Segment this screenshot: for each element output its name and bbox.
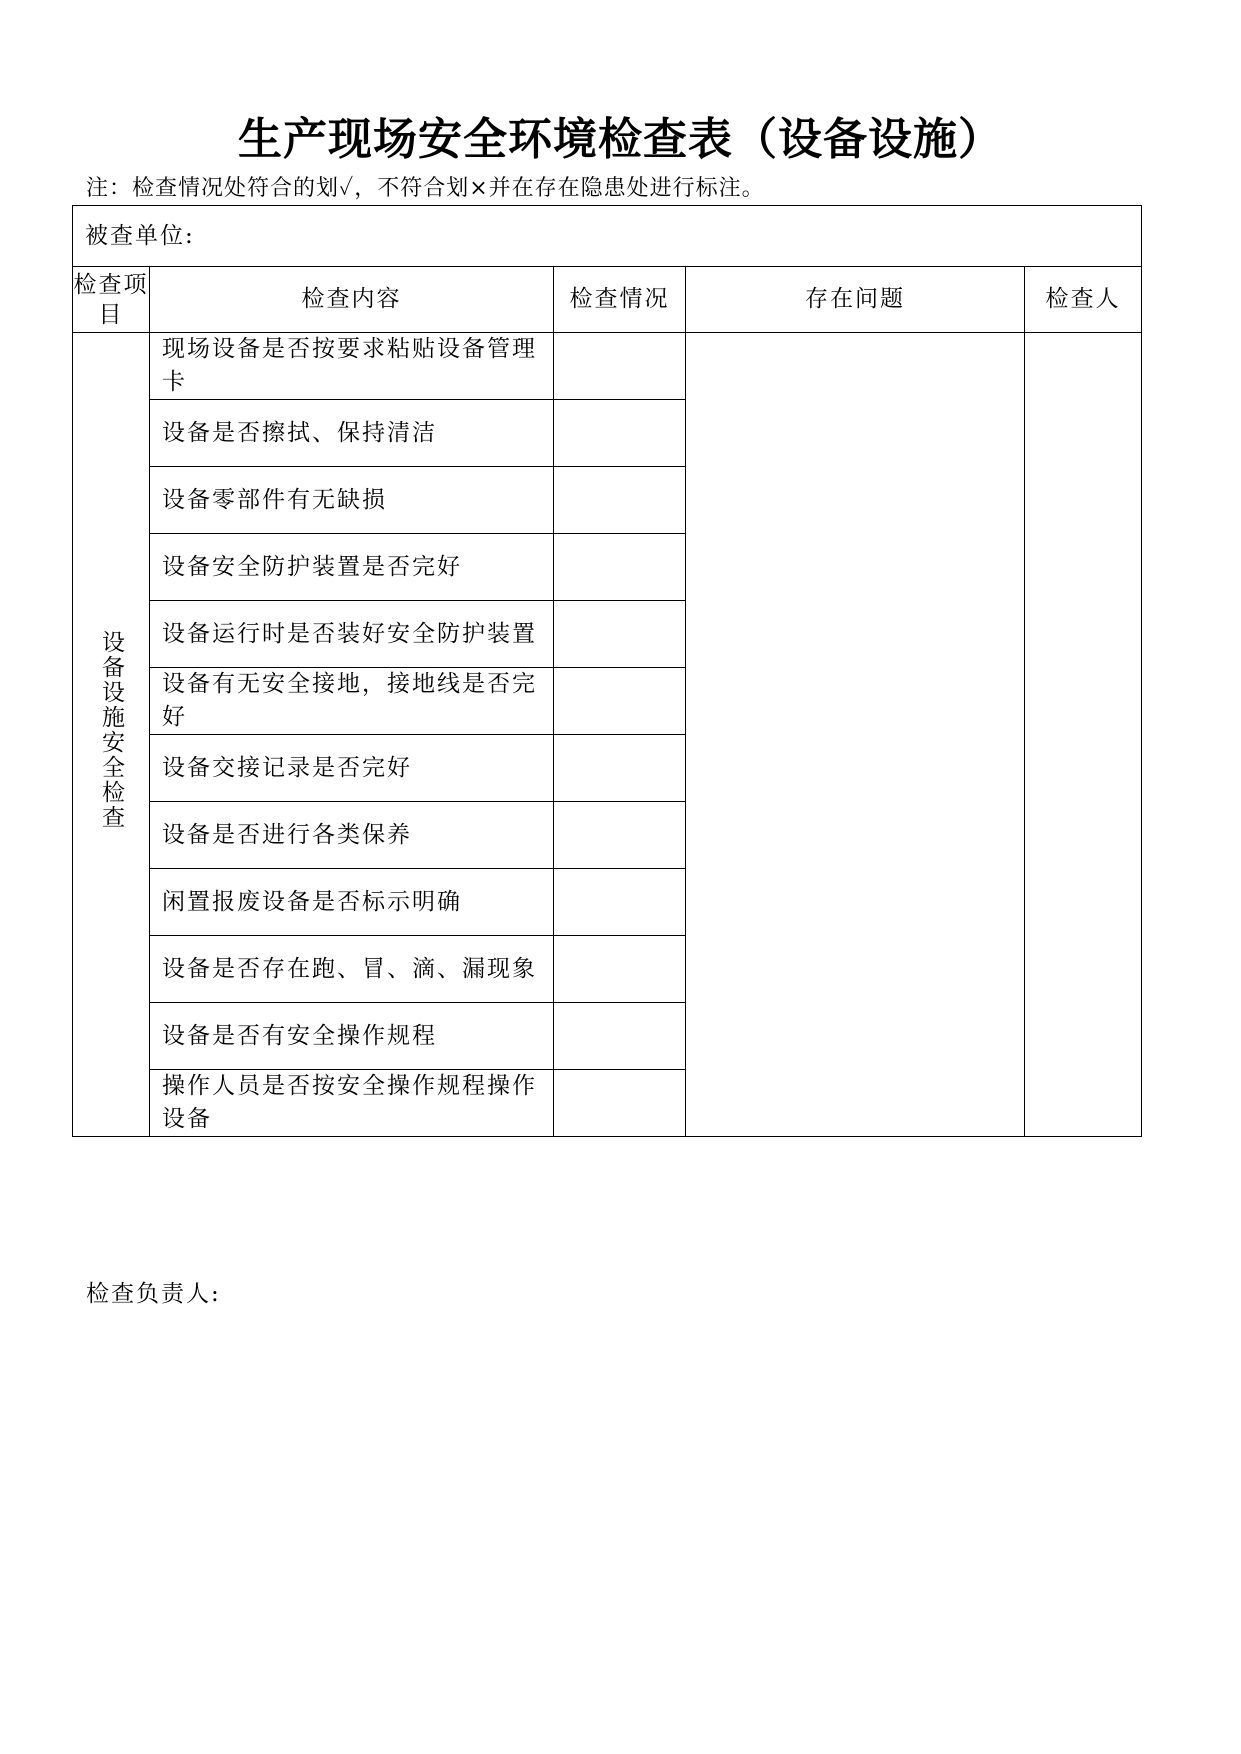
- status-cell[interactable]: [554, 936, 686, 1003]
- header-item: 检查项目: [73, 267, 150, 333]
- status-cell[interactable]: [554, 333, 686, 400]
- status-cell[interactable]: [554, 668, 686, 735]
- inspection-table: [72, 205, 1142, 1137]
- check-item: 现场设备是否按要求粘贴设备管理卡: [150, 333, 554, 400]
- check-item: 设备是否存在跑、冒、滴、漏现象: [150, 936, 554, 1003]
- status-cell[interactable]: [554, 601, 686, 668]
- check-item: 设备是否进行各类保养: [150, 802, 554, 869]
- check-item: 设备是否擦拭、保持清洁: [150, 400, 554, 467]
- category-cell: [73, 333, 150, 1137]
- problems-cell[interactable]: [686, 333, 1025, 1137]
- status-cell[interactable]: [554, 534, 686, 601]
- inspector-cell[interactable]: [1025, 333, 1142, 1137]
- header-problems: 存在问题: [686, 267, 1025, 333]
- status-cell[interactable]: [554, 467, 686, 534]
- inspected-unit-field[interactable]: 被查单位:: [73, 206, 1142, 267]
- check-item: 设备安全防护装置是否完好: [150, 534, 554, 601]
- header-status: 检查情况: [554, 267, 686, 333]
- check-item: 设备运行时是否装好安全防护装置: [150, 601, 554, 668]
- page-title: 生产现场安全环境检查表（设备设施）: [238, 114, 1003, 165]
- check-item: 设备零部件有无缺损: [150, 467, 554, 534]
- status-cell[interactable]: [554, 802, 686, 869]
- inspection-lead-label: 检查负责人:: [86, 1281, 221, 1307]
- check-item: 闲置报废设备是否标示明确: [150, 869, 554, 936]
- table-row: [73, 333, 1142, 400]
- check-item: 设备有无安全接地，接地线是否完好: [150, 668, 554, 735]
- category-label: 设备设施安全检查: [98, 629, 124, 830]
- header-row: [73, 267, 1142, 333]
- status-cell[interactable]: [554, 1070, 686, 1137]
- header-content: 检查内容: [150, 267, 554, 333]
- check-item: 设备是否有安全操作规程: [150, 1003, 554, 1070]
- check-item: 设备交接记录是否完好: [150, 735, 554, 802]
- status-cell[interactable]: [554, 400, 686, 467]
- status-cell[interactable]: [554, 735, 686, 802]
- instruction-note: 注：检查情况处符合的划✓，不符合划×并在存在隐患处进行标注。: [86, 176, 765, 201]
- status-cell[interactable]: [554, 1003, 686, 1070]
- status-cell[interactable]: [554, 869, 686, 936]
- header-inspector: 检查人: [1025, 267, 1142, 333]
- check-item: 操作人员是否按安全操作规程操作设备: [150, 1070, 554, 1137]
